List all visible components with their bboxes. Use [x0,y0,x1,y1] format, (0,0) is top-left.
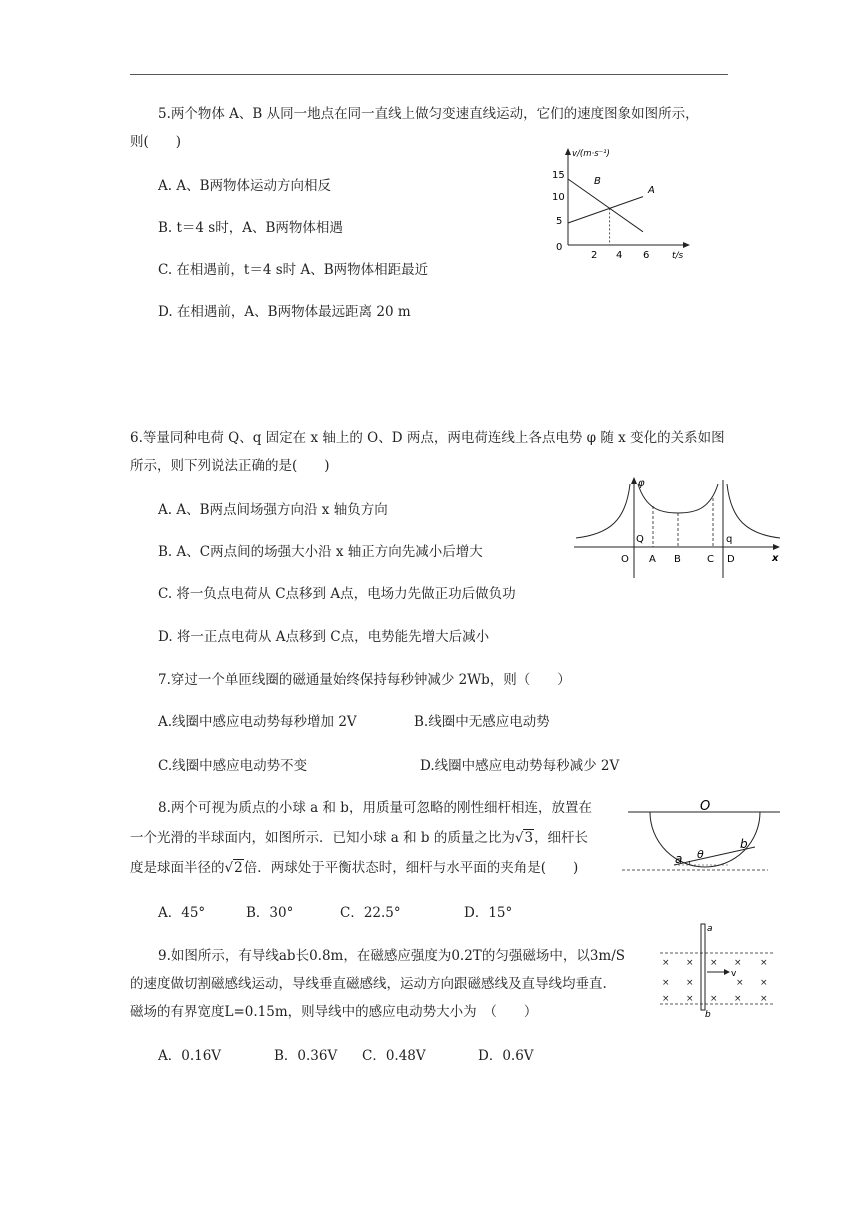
q9-option-c: C．0.48V [362,1048,426,1064]
line-b [568,179,643,232]
y-axis-arrow [565,148,571,155]
q6-stem-line1: 6.等量同种电荷 Q、q 固定在 x 轴上的 O、D 两点，两电荷连线上各点电势 φ 随 x 变化的关系如图 [130,430,725,446]
q5-stem-line2: 则( ) [130,134,182,150]
label-o: O [700,799,711,814]
q6-option-d: D. 将一正点电荷从 A点移到 C点，电势能先增大后减小 [158,629,490,645]
ytick-0: 0 [556,242,563,253]
q8-option-c: C．22.5° [340,905,401,921]
q7-option-c: C.线圈中感应电动势不变 [158,758,308,774]
cross: × [760,994,768,1004]
cross: × [662,978,670,988]
q8-stem-line3-post: 倍．两球处于平衡状态时，细杆与水平面的夹角是( ) [243,860,579,876]
cross: × [760,958,768,968]
phi-axis-arrow [631,477,637,484]
x-label: x [772,553,779,564]
x-axis-arrow [773,544,780,550]
velocity-arrowhead [724,969,730,975]
label-b: B [594,176,601,187]
q9-stem-line1: 9.如图所示，有导线ab长0.8m，在磁感应强度为0.2T的匀强磁场中，以3m/S [158,948,626,964]
label-a: a [707,924,713,934]
label-d: D [727,554,735,565]
label-theta: θ [697,848,704,861]
label-o: O [621,554,629,565]
q5-option-b: B. t＝4 s时，A、B两物体相遇 [158,220,343,236]
label-q-big: Q [636,534,644,545]
label-b: B [674,554,681,565]
sqrt2: √2 [224,860,243,876]
q7-option-a: A.线圈中感应电动势每秒增加 2V [158,714,357,730]
header-rule [130,74,728,75]
right-curve [727,484,780,538]
q5-option-a: A. A、B两物体运动方向相反 [158,178,332,194]
cross: × [760,978,768,988]
label-v: v [731,969,737,979]
q9-stem-line2: 的速度做切割磁感线运动，导线垂直磁感线，运动方向跟磁感线及直导线均垂直. [130,976,607,992]
q6-option-b: B. A、C两点间的场强大小沿 x 轴正方向先减小后增大 [158,544,483,560]
ytick-10: 10 [552,192,565,203]
q8-stem-line3-pre: 度是球面半径的 [130,860,225,876]
sqrt3: √3 [514,830,534,846]
q9-stem-line3: 磁场的有界宽度L=0.15m，则导线中的感应电动势大小为 （ ） [130,1004,538,1020]
xtick-6: 6 [643,250,650,261]
label-c: C [707,554,714,565]
cross: × [662,958,670,968]
q9-option-d: D．0.6V [478,1048,534,1064]
q8-option-d: D．15° [464,905,513,921]
field-crosses [662,958,768,1004]
y-axis-label: v/(m·s⁻¹) [572,149,610,159]
label-b: b [740,837,748,851]
label-a: a [675,852,683,866]
phi-label: φ [638,478,645,489]
label-q-small: q [726,534,733,545]
q8-option-a: A．45° [158,905,206,921]
label-a: A [648,185,655,196]
q7-option-d: D.线圈中感应电动势每秒减少 2V [420,758,620,774]
q5-stem-line1: 5.两个物体 A、B 从同一地点在同一直线上做匀变速直线运动，它们的速度图象如图所示， [158,106,699,122]
potential-distribution-figure [570,472,785,582]
q8-stem-line2-post: ，细杆长 [534,830,589,846]
q8-stem-line1: 8.两个可视为质点的小球 a 和 b，用质量可忽略的刚性细杆相连，放置在 [158,800,592,816]
q6-stem-line2: 所示，则下列说法正确的是( ) [130,458,330,474]
cross: × [734,994,742,1004]
q8-stem-line2-pre: 一个光滑的半球面内，如图所示．已知小球 a 和 b 的质量之比为 [130,830,515,846]
cross: × [710,994,718,1004]
cross: × [686,978,694,988]
q7-stem: 7.穿过一个单匝线圈的磁通量始终保持每秒钟减少 2Wb，则（ ） [158,672,571,688]
cross: × [710,958,718,968]
velocity-time-chart [550,140,700,270]
label-a: A [649,554,656,565]
xtick-2: 2 [591,250,598,261]
q9-option-a: A．0.16V [158,1048,222,1064]
q5-option-d: D. 在相遇前，A、B两物体最远距离 20 m [158,304,411,320]
q8-option-b: B．30° [246,905,294,921]
q8-stem-line3 [130,858,578,878]
q6-option-a: A. A、B两点间场强方向沿 x 轴负方向 [158,502,388,518]
line-a [568,197,643,223]
q8-stem-line2 [130,828,588,848]
magnetic-field-figure [656,920,778,1018]
q5-option-c: C. 在相遇前，t＝4 s时 A、B两物体相距最近 [158,262,429,278]
cross: × [734,958,742,968]
xtick-4: 4 [616,250,623,261]
q9-option-b: B．0.36V [274,1048,338,1064]
cross: × [736,978,744,988]
conductor-ab [701,924,705,1010]
ytick-15: 15 [552,170,565,181]
cross: × [686,958,694,968]
x-axis-arrow [683,242,690,248]
ytick-5: 5 [556,216,563,227]
q6-option-c: C. 将一负点电荷从 C点移到 A点，电场力先做正功后做负功 [158,586,516,602]
x-axis-label: t/s [672,251,684,261]
label-b: b [705,1010,711,1018]
q7-option-b: B.线圈中无感应电动势 [414,714,550,730]
cross: × [686,994,694,1004]
middle-curve [638,484,718,513]
cross: × [662,994,670,1004]
hemisphere-figure [618,792,786,882]
left-curve [576,484,630,538]
